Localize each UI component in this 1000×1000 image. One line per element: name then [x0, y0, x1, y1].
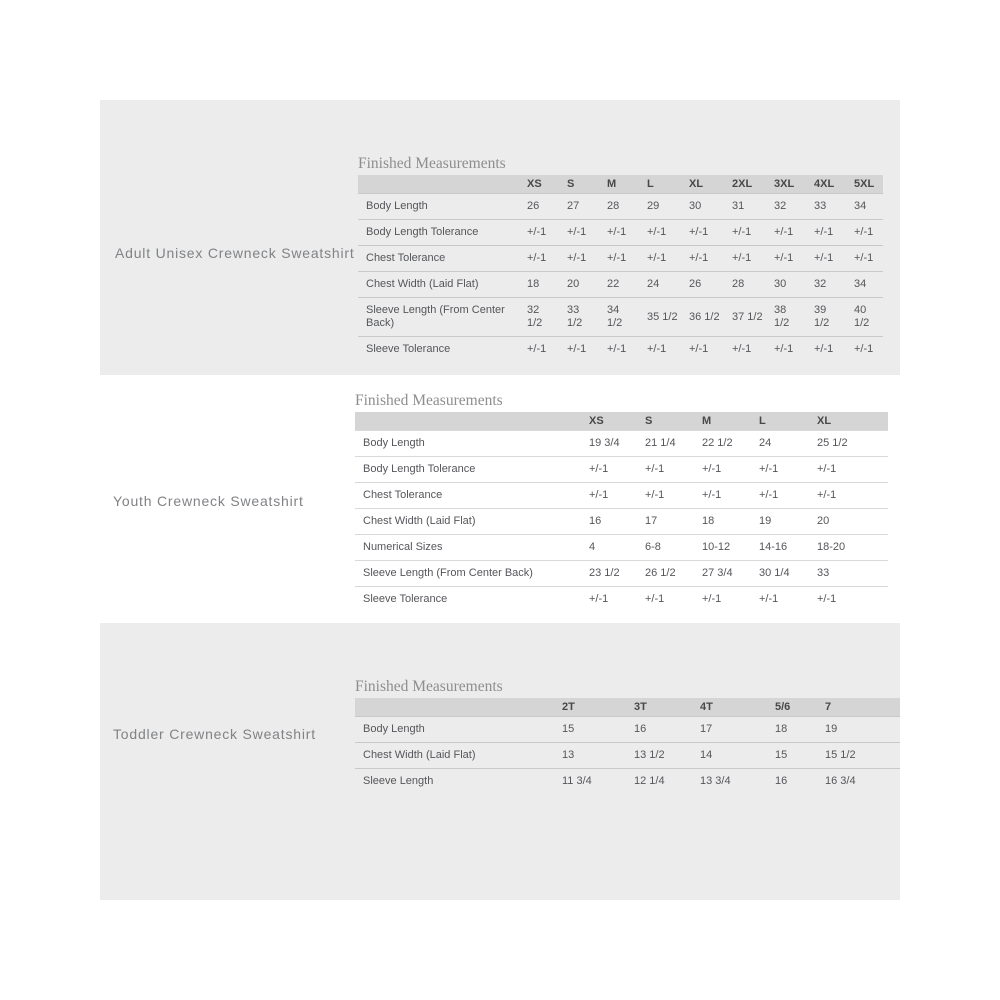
table-row	[355, 509, 888, 535]
size-cell: +/-1	[814, 343, 834, 355]
size-cell: 27 3/4	[702, 567, 733, 579]
size-cell: 30	[774, 278, 787, 290]
size-cell: 16	[775, 775, 788, 787]
size-cell: 18	[775, 723, 788, 735]
size-cell: +/-1	[814, 226, 834, 238]
row-label: Body Length	[363, 437, 425, 449]
size-cell: 14-16	[759, 541, 788, 553]
size-cell: 18	[527, 278, 540, 290]
size-cell: 25 1/2	[817, 437, 848, 449]
table-row	[355, 587, 888, 613]
size-cell: 6-8	[645, 541, 661, 553]
size-cell: +/-1	[589, 593, 609, 605]
size-cell: 39 1/2	[814, 304, 830, 329]
size-cell: +/-1	[645, 489, 665, 501]
size-cell: 11 3/4	[562, 775, 592, 787]
table-row	[355, 769, 900, 795]
corner-header	[355, 698, 560, 717]
table-row	[355, 457, 888, 483]
section-youth	[100, 375, 900, 623]
size-cell: 21 1/4	[645, 437, 676, 449]
size-cell: 26 1/2	[645, 567, 676, 579]
size-cell: 35 1/2	[647, 310, 678, 323]
size-cell: 26	[527, 200, 540, 212]
size-cell: +/-1	[759, 489, 779, 501]
size-cell: +/-1	[527, 252, 547, 264]
size-cell: 23 1/2	[589, 567, 620, 579]
finished-measurements-heading: Finished Measurements	[355, 678, 503, 695]
size-cell: 17	[645, 515, 658, 527]
size-column-header: 4T	[698, 698, 773, 717]
size-cell: 34 1/2	[607, 304, 623, 329]
size-cell: 14	[700, 749, 713, 761]
header-row	[355, 698, 900, 717]
size-cell: 19 3/4	[589, 437, 620, 449]
size-cell: 37 1/2	[732, 310, 763, 323]
table-row	[355, 535, 888, 561]
size-column-header: XS	[525, 175, 565, 194]
header-row	[355, 412, 888, 431]
size-cell: +/-1	[607, 252, 627, 264]
row-label: Body Length	[366, 200, 428, 212]
size-cell: 32 1/2	[527, 304, 543, 329]
size-column-header: XS	[587, 412, 643, 431]
row-label: Chest Tolerance	[363, 489, 443, 501]
size-cell: +/-1	[854, 252, 874, 264]
size-cell: +/-1	[647, 252, 667, 264]
size-column-header: 2XL	[730, 175, 772, 194]
size-cell: +/-1	[732, 252, 752, 264]
row-label: Chest Width (Laid Flat)	[366, 278, 479, 290]
size-cell: 33	[814, 200, 827, 212]
row-label: Sleeve Tolerance	[363, 593, 448, 605]
size-cell: 33	[817, 567, 830, 579]
size-cell: +/-1	[527, 226, 547, 238]
size-cell: 28	[607, 200, 620, 212]
row-label: Body Length Tolerance	[363, 463, 476, 475]
size-cell: +/-1	[647, 343, 667, 355]
section-title-youth: Youth Crewneck Sweatshirt	[113, 493, 304, 509]
size-cell: 10-12	[702, 541, 731, 553]
table-row	[358, 220, 883, 246]
size-cell: 18-20	[817, 541, 846, 553]
size-column-header: S	[643, 412, 700, 431]
size-cell: +/-1	[854, 226, 874, 238]
size-cell: 22	[607, 278, 620, 290]
size-cell: +/-1	[567, 226, 587, 238]
row-label: Sleeve Length	[363, 775, 434, 787]
size-cell: +/-1	[817, 593, 837, 605]
size-column-header: XL	[687, 175, 730, 194]
row-label: Sleeve Length (From Center Back)	[366, 304, 505, 329]
size-cell: 15	[562, 723, 575, 735]
size-cell: 18	[702, 515, 715, 527]
size-column-header: 3XL	[772, 175, 812, 194]
header-row	[358, 175, 883, 194]
table-row	[358, 246, 883, 272]
row-label: Body Length Tolerance	[366, 226, 479, 238]
size-cell: 19	[825, 723, 838, 735]
row-label: Sleeve Tolerance	[366, 343, 451, 355]
table-row	[355, 561, 888, 587]
size-cell: +/-1	[774, 226, 794, 238]
table-row	[358, 272, 883, 298]
size-cell: 40 1/2	[854, 304, 870, 329]
size-column-header: L	[757, 412, 815, 431]
row-label: Chest Width (Laid Flat)	[363, 749, 476, 761]
size-cell: +/-1	[774, 252, 794, 264]
size-cell: 15	[775, 749, 788, 761]
size-cell: 12 1/4	[634, 775, 665, 787]
size-cell: 30 1/4	[759, 567, 790, 579]
size-column-header: 5/6	[773, 698, 823, 717]
table-row	[358, 298, 883, 337]
section-content-youth	[355, 392, 888, 612]
size-table-youth	[355, 412, 888, 612]
size-cell: +/-1	[607, 226, 627, 238]
size-cell: +/-1	[689, 343, 709, 355]
section-content-toddler	[355, 678, 900, 794]
size-cell: +/-1	[589, 463, 609, 475]
size-column-header: 4XL	[812, 175, 852, 194]
size-cell: 33 1/2	[567, 304, 583, 329]
section-content-adult	[358, 155, 883, 362]
size-cell: 13 1/2	[634, 749, 665, 761]
table-row	[358, 337, 883, 363]
size-cell: 22 1/2	[702, 437, 733, 449]
corner-header	[355, 412, 587, 431]
size-column-header: 5XL	[852, 175, 883, 194]
size-column-header: XL	[815, 412, 888, 431]
size-cell: +/-1	[702, 489, 722, 501]
size-column-header: M	[605, 175, 645, 194]
size-cell: 13	[562, 749, 575, 761]
size-cell: +/-1	[567, 252, 587, 264]
size-cell: 36 1/2	[689, 310, 720, 323]
size-cell: +/-1	[689, 252, 709, 264]
row-label: Body Length	[363, 723, 425, 735]
size-cell: +/-1	[702, 463, 722, 475]
table-row	[355, 431, 888, 457]
size-column-header: 7	[823, 698, 900, 717]
size-cell: +/-1	[645, 593, 665, 605]
section-title-toddler: Toddler Crewneck Sweatshirt	[113, 726, 316, 742]
size-cell: 20	[817, 515, 830, 527]
corner-header	[358, 175, 525, 194]
finished-measurements-heading: Finished Measurements	[355, 392, 503, 409]
size-cell: 4	[589, 541, 596, 553]
size-cell: 16	[634, 723, 647, 735]
row-label: Sleeve Length (From Center Back)	[363, 567, 533, 579]
size-cell: +/-1	[814, 252, 834, 264]
size-cell: 17	[700, 723, 713, 735]
size-cell: +/-1	[567, 343, 587, 355]
size-cell: 13 3/4	[700, 775, 731, 787]
size-cell: +/-1	[645, 463, 665, 475]
size-cell: 34	[854, 278, 867, 290]
size-cell: +/-1	[732, 343, 752, 355]
size-cell: 26	[689, 278, 702, 290]
size-cell: +/-1	[607, 343, 627, 355]
size-cell: 28	[732, 278, 745, 290]
table-row	[355, 743, 900, 769]
size-cell: +/-1	[527, 343, 547, 355]
section-toddler	[100, 623, 900, 900]
size-cell: +/-1	[854, 343, 874, 355]
size-column-header: L	[645, 175, 687, 194]
size-cell: 38 1/2	[774, 304, 790, 329]
size-table-toddler	[355, 698, 900, 794]
finished-measurements-heading: Finished Measurements	[358, 155, 506, 172]
size-cell: 16 3/4	[825, 775, 856, 787]
size-cell: 30	[689, 200, 702, 212]
size-cell: +/-1	[647, 226, 667, 238]
size-cell: 32	[774, 200, 787, 212]
table-row	[355, 717, 900, 743]
size-cell: +/-1	[817, 463, 837, 475]
size-column-header: S	[565, 175, 605, 194]
size-cell: 34	[854, 200, 867, 212]
row-label: Numerical Sizes	[363, 541, 443, 553]
size-cell: 32	[814, 278, 827, 290]
section-title-adult: Adult Unisex Crewneck Sweatshirt	[115, 245, 355, 261]
size-cell: +/-1	[732, 226, 752, 238]
table-row	[355, 483, 888, 509]
size-column-header: 2T	[560, 698, 632, 717]
size-column-header: 3T	[632, 698, 698, 717]
size-table-adult	[358, 175, 883, 362]
size-cell: 15 1/2	[825, 749, 856, 761]
size-cell: 20	[567, 278, 580, 290]
size-cell: 27	[567, 200, 580, 212]
size-cell: +/-1	[759, 463, 779, 475]
size-cell: 16	[589, 515, 602, 527]
size-cell: 24	[759, 437, 772, 449]
size-cell: +/-1	[774, 343, 794, 355]
section-adult	[100, 100, 900, 375]
size-cell: +/-1	[817, 489, 837, 501]
size-column-header: M	[700, 412, 757, 431]
size-cell: +/-1	[689, 226, 709, 238]
size-cell: 29	[647, 200, 660, 212]
size-cell: 24	[647, 278, 660, 290]
size-cell: 19	[759, 515, 772, 527]
size-cell: +/-1	[589, 489, 609, 501]
size-cell: 31	[732, 200, 745, 212]
size-cell: +/-1	[702, 593, 722, 605]
size-cell: +/-1	[759, 593, 779, 605]
row-label: Chest Width (Laid Flat)	[363, 515, 476, 527]
table-row	[358, 194, 883, 220]
row-label: Chest Tolerance	[366, 252, 446, 264]
